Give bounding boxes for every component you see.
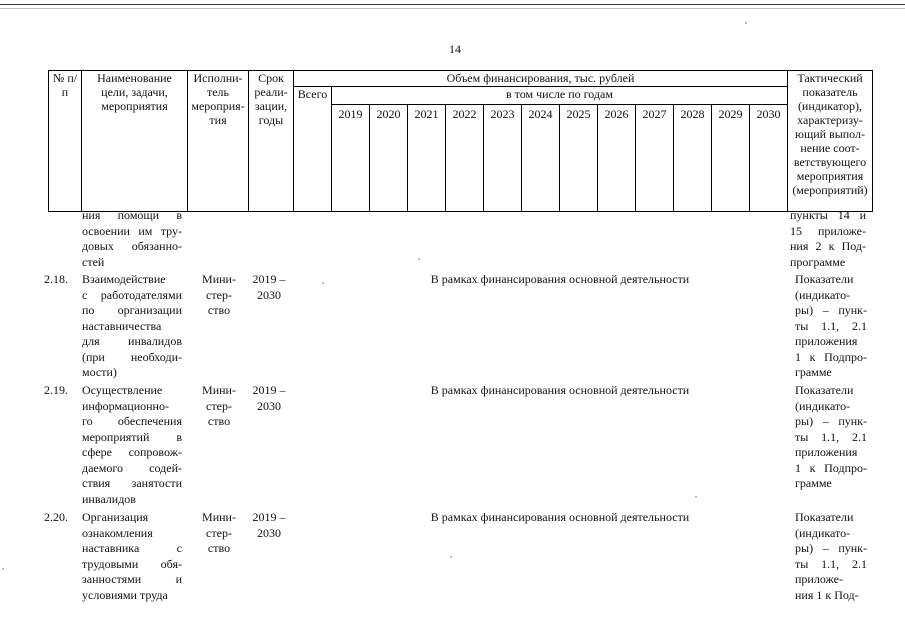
header-indicator: Тактический показатель (индикатор), характеризу-ющий выпол-нение соот-ветствующего мероприятия (мероприятий) [788, 71, 873, 212]
header-total: Всего [294, 87, 332, 212]
text-line: стей [82, 254, 105, 269]
text-line: условиями труда [82, 587, 168, 602]
row-number: 2.18. [44, 272, 68, 286]
row-financing: В рамках финансирования основной деятельности [430, 510, 690, 524]
row-executor [194, 272, 244, 319]
text-line: с работодателями [82, 287, 182, 302]
text-line: приложения [795, 334, 858, 348]
text-line: довых обязанно- [82, 239, 182, 253]
text-line: ство [207, 303, 231, 317]
header-financing: Объем финансирования, тыс. рублей [294, 71, 788, 87]
header-year-2029: 2029 [712, 105, 750, 212]
header-table [48, 70, 873, 212]
text-line: 2030 [257, 398, 281, 413]
text-line: Мини- [202, 272, 236, 286]
row-number: 2.20. [44, 510, 68, 524]
header-num: № п/п [49, 71, 82, 212]
text-line: (индикато- [795, 287, 851, 302]
text-line: ство [207, 414, 231, 428]
text-line: наставничества [82, 318, 162, 333]
text-line: приложе- [795, 572, 843, 586]
row-term [246, 383, 292, 414]
header-executor: Исполни-тель мероприя-тия [188, 71, 249, 212]
row-number: 2.19. [44, 383, 68, 397]
header-year-2019: 2019 [332, 105, 370, 212]
row-executor [194, 510, 244, 557]
row-indicator [795, 272, 867, 381]
text-line: информационно- [82, 398, 169, 413]
text-line: ствия занятости [82, 476, 182, 490]
text-line: приложения [795, 445, 858, 459]
text-line: ры) – пунк- [795, 303, 867, 317]
text-line: наставника с [82, 541, 182, 555]
text-line: стер- [206, 398, 232, 413]
text-line: (индикато- [795, 525, 851, 540]
scan-speck [418, 258, 420, 260]
text-line: ния 2 к Под- [790, 239, 866, 253]
row-term [246, 510, 292, 541]
text-line: мости) [82, 365, 117, 379]
text-line: грамме [795, 365, 832, 379]
row-name [82, 383, 182, 507]
text-line: по организации [82, 303, 182, 317]
text-line: стер- [206, 287, 232, 302]
text-line: Организация [82, 510, 149, 524]
text-line: инвалидов [82, 491, 136, 506]
text-line: программе [790, 254, 846, 269]
header-year-2021: 2021 [408, 105, 446, 212]
header-name: Наименование цели, задачи, мероприятия [82, 71, 188, 212]
text-line: 15 приложе- [790, 223, 866, 238]
text-line: пункты 14 и [790, 208, 866, 222]
text-line: го обеспечения [82, 414, 182, 428]
text-line: ознакомления [82, 525, 153, 540]
header-year-2027: 2027 [636, 105, 674, 212]
text-line: ния 1 к Под- [795, 587, 859, 602]
scan-speck [322, 282, 324, 284]
text-line: 1 к Подпро- [795, 460, 867, 475]
text-line: трудовыми обя- [82, 556, 182, 571]
text-line: Взаимодействие [82, 272, 166, 286]
header-year-2024: 2024 [522, 105, 560, 212]
page-number: 14 [449, 42, 461, 56]
text-line: 2019 – [252, 510, 286, 524]
text-line: грамме [795, 476, 832, 490]
text-line: освоении им тру- [82, 223, 182, 238]
text-line: Осуществление [82, 383, 163, 397]
text-line: 2030 [257, 287, 281, 302]
text-line: ры) – пунк- [795, 414, 867, 428]
text-line: занностями и [82, 572, 182, 586]
text-line: 2030 [257, 525, 281, 540]
top-border-line-faint [0, 8, 905, 9]
text-line: Мини- [202, 510, 236, 524]
row-indicator [795, 510, 867, 603]
scan-speck [2, 568, 4, 570]
continuation-indicator [790, 208, 866, 270]
text-line: мероприятий в [82, 429, 182, 444]
text-line: сфере сопровож- [82, 445, 182, 459]
scan-speck [695, 496, 697, 498]
text-line: ство [207, 541, 231, 555]
row-indicator [795, 383, 867, 492]
row-executor [194, 383, 244, 430]
text-line: Показатели [795, 510, 854, 524]
scan-speck [745, 22, 747, 24]
text-line: ты 1.1, 2.1 [795, 429, 867, 444]
row-name [82, 510, 182, 603]
continuation-name [82, 208, 182, 270]
header-year-2026: 2026 [598, 105, 636, 212]
scan-speck [450, 556, 452, 558]
header-term: Срок реали-зации, годы [249, 71, 294, 212]
text-line: 1 к Подпро- [795, 349, 867, 364]
text-line: Показатели [795, 272, 854, 286]
text-line: 2019 – [252, 272, 286, 286]
header-year-2025: 2025 [560, 105, 598, 212]
text-line: (при необходи- [82, 349, 182, 364]
header-by-years: в том числе по годам [332, 87, 788, 105]
header-year-2022: 2022 [446, 105, 484, 212]
header-year-2023: 2023 [484, 105, 522, 212]
text-line: (индикато- [795, 398, 851, 413]
text-line: ты 1.1, 2.1 [795, 556, 867, 571]
text-line: даемого содей- [82, 460, 182, 475]
text-line: ты 1.1, 2.1 [795, 318, 867, 333]
header-year-2020: 2020 [370, 105, 408, 212]
text-line: Показатели [795, 383, 854, 397]
row-financing: В рамках финансирования основной деятельности [430, 383, 690, 397]
header-year-2030: 2030 [750, 105, 788, 212]
row-financing: В рамках финансирования основной деятельности [430, 272, 690, 286]
header-year-2028: 2028 [674, 105, 712, 212]
row-name [82, 272, 182, 381]
text-line: 2019 – [252, 383, 286, 397]
text-line: Мини- [202, 383, 236, 397]
row-term [246, 272, 292, 303]
text-line: стер- [206, 525, 232, 540]
text-line: ры) – пунк- [795, 541, 867, 555]
text-line: ния помощи в [82, 208, 182, 222]
top-border-line [0, 4, 905, 5]
text-line: для инвалидов [82, 334, 182, 348]
